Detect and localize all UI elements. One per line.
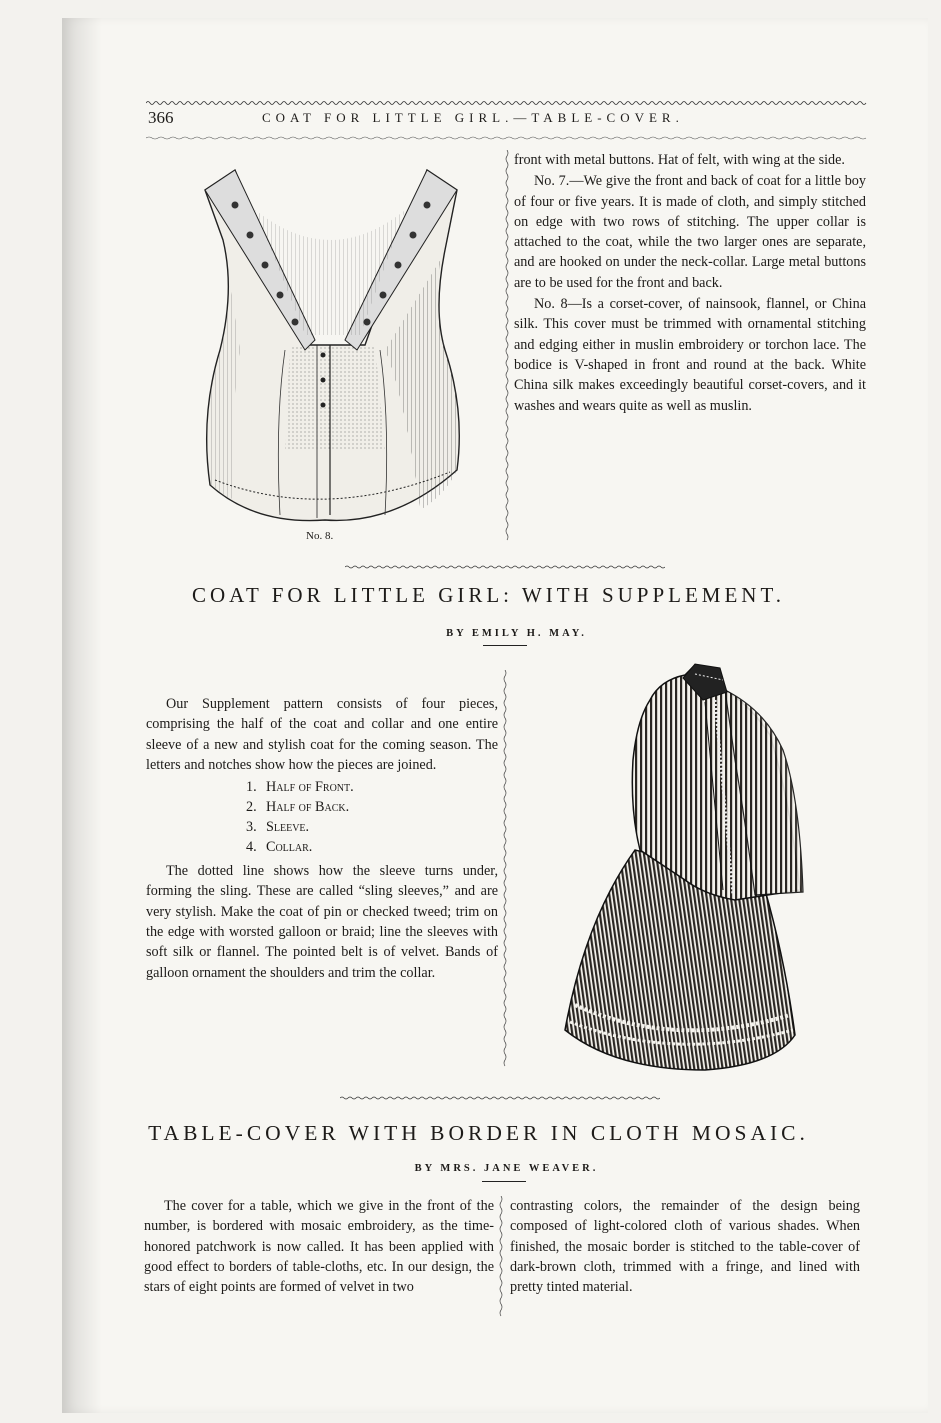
top-rule-2 [146,136,868,141]
table-cover-left-column [144,1196,494,1297]
paragraph: The cover for a table, which we give in the front of the number, is bordered with mosaic embroidery, as the time-honored patchwork is now called. It has been applied with good effect to borders of table-cloths, etc. In our design, the stars of eight points are formed of velvet in two [144,1198,494,1296]
article-title-coat: COAT FOR LITTLE GIRL: WITH SUPPLEMENT. [192,583,785,607]
paragraph: Our Supplement pattern consists of four pieces, comprising the half of the coat and collar and one entire sleeve of a new and stylish coat for the coming season. The letters and notches show how the pieces are joined. [146,696,498,773]
section-rule [345,565,505,570]
corset-cover-illustration [195,150,470,535]
top-rule [146,100,868,105]
section-rule [505,565,665,570]
right-column-text [514,150,866,417]
running-title: COAT FOR LITTLE GIRL.—TABLE-COVER. [262,110,684,125]
pattern-pieces-list [146,777,498,857]
page-number: 366 [148,108,174,127]
paragraph: No. 8—Is a corset-cover, of nainsook, flannel, or China silk. This cover must be trimmed with ornamental stitching and edging either in muslin embroidery or torchon lace. The bodice is V-shaped in front and round at the back. White China silk makes exceedingly beautiful corset-covers, and it washes and wears quite as well as muslin. [514,296,866,414]
list-item: 3. Sleeve. [246,819,310,836]
girls-coat-illustration [555,660,815,1080]
list-item: 4. Collar. [246,839,313,856]
column-divider-bottom [499,1196,504,1321]
coat-article-text [146,694,498,983]
column-divider-top [505,150,510,545]
table-cover-right-column [510,1196,860,1297]
section-rule [340,1096,660,1101]
list-item: 1. Half of Front. [246,779,354,796]
paragraph: No. 7.—We give the front and back of coat for a little boy of four or five years. It is made of cloth, and simply stitched on edge with two rows of stitching. The upper collar is attached to the coat, while the two larger ones are separate, and are hooked on under the neck-collar. Large metal buttons are to be used for the front and back. [514,173,866,291]
column-divider-middle [503,670,508,1070]
byline-rule [482,1181,526,1182]
running-head [148,108,868,130]
paragraph: contrasting colors, the remainder of the design being composed of light-colored cloth of various shades. When finished, the mosaic border is stitched to the table-cover of dark-brown cloth, trimmed with a fringe, and lined with pretty tinted material. [510,1198,860,1296]
binding-shadow [62,18,102,1413]
paragraph: front with metal buttons. Hat of felt, with wing at the side. [514,152,845,168]
byline-rule [483,645,527,646]
article-title-table-cover: TABLE-COVER WITH BORDER IN CLOTH MOSAIC. [148,1121,809,1145]
figure-caption: No. 8. [306,530,334,542]
byline-coat: BY EMILY H. MAY. [446,628,587,639]
byline-table-cover: BY MRS. JANE WEAVER. [414,1163,599,1174]
list-item: 2. Half of Back. [246,799,350,816]
paragraph: The dotted line shows how the sleeve turns under, forming the sling. These are called “sling sleeves,” and are very stylish. Make the coat of pin or checked tweed; trim on the edge with worsted galloon or braid; line the sleeves with soft silk or flannel. The pointed belt is of velvet. Bands of galloon ornament the shoulders and trim the collar. [146,863,498,981]
